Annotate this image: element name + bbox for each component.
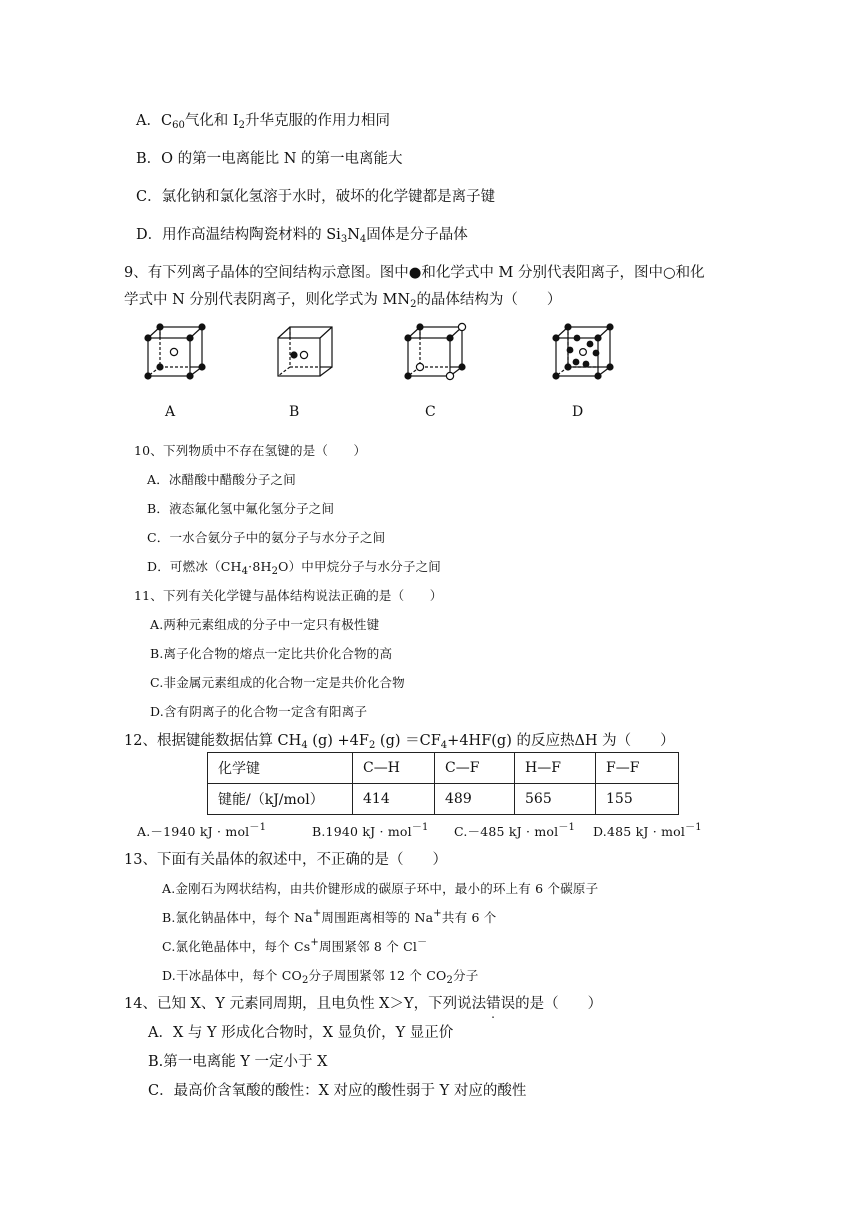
table-cell: 键能/（kJ/mol） bbox=[208, 784, 353, 815]
q10-option-b: B．液态氟化氢中氟化氢分子之间 bbox=[147, 501, 335, 516]
table-cell: 565 bbox=[515, 784, 596, 815]
q10-option-c: C．一水合氨分子中的氨分子与水分子之间 bbox=[147, 530, 386, 545]
table-cell: 化学键 bbox=[208, 753, 353, 784]
q13-option-a: A.金刚石为网状结构，由共价键形成的碳原子环中，最小的环上有 6 个碳原子 bbox=[162, 881, 599, 896]
crystal-structure-a bbox=[140, 318, 212, 382]
crystal-structure-b bbox=[270, 318, 342, 382]
emphasis-text: 错误 bbox=[486, 996, 516, 1012]
bond-energy-table bbox=[207, 752, 679, 815]
q13-option-d: D.干冰晶体中，每个 $CO_2$分子周围紧邻 12 个 $CO_2$分子 bbox=[162, 968, 479, 986]
table-cell: C—H bbox=[353, 753, 435, 784]
q11-option-b: B.离子化合物的熔点一定比共价化合物的高 bbox=[150, 646, 393, 661]
q13-stem: 13、下面有关晶体的叙述中，不正确的是（ ） bbox=[124, 852, 447, 868]
q9-stem-line1: 9、有下列离子晶体的空间结构示意图。图中●和化学式中 M 分别代表阳离子，图中○和化 bbox=[124, 265, 705, 281]
table-cell: H—F bbox=[515, 753, 596, 784]
q14-option-a: A．X 与 Y 形成化合物时，X 显负价，Y 显正价 bbox=[148, 1025, 454, 1041]
q11-stem: 11、下列有关化学键与晶体结构说法正确的是（ ） bbox=[134, 588, 443, 603]
q12-option-c: C.－485 kJ · mol$^{-1}$ bbox=[454, 822, 576, 839]
q9-stem-line2: 学式中 N 分别代表阴离子，则化学式为 $MN_2$的晶体结构为（ ） bbox=[124, 292, 562, 310]
q12-option-b: B.1940 kJ · mol$^{-1}$ bbox=[312, 822, 429, 839]
q12-option-d: D.485 kJ · mol$^{-1}$ bbox=[593, 822, 702, 839]
q12-stem: 12、根据键能数据估算 $CH_4$ $(g) +4F_2$ $(g) =CF_4+4HF(g)$ 的反应热ΔH 为（ ） bbox=[124, 733, 675, 751]
q8-option-d: D．用作高温结构陶瓷材料的 $Si_3N_4$固体是分子晶体 bbox=[136, 227, 468, 245]
q13-option-b: B.氯化钠晶体中，每个 Na+周围距离相等的 Na+共有 6 个 bbox=[162, 908, 497, 925]
table-cell: 155 bbox=[596, 784, 679, 815]
cube-label-b: B bbox=[289, 404, 300, 420]
cube-label-a: A bbox=[165, 404, 176, 420]
q11-option-c: C.非金属元素组成的化合物一定是共价化合物 bbox=[150, 675, 405, 690]
table-row bbox=[208, 784, 679, 815]
q8-option-a: A．$C_{60}$气化和 $I_2$升华克服的作用力相同 bbox=[136, 113, 391, 131]
table-cell: 489 bbox=[435, 784, 515, 815]
q10-stem: 10、下列物质中不存在氢键的是（ ） bbox=[134, 443, 367, 458]
table-cell: C—F bbox=[435, 753, 515, 784]
table-header-row bbox=[208, 753, 679, 784]
q8-option-c: C．氯化钠和氯化氢溶于水时，破坏的化学键都是离子键 bbox=[136, 189, 496, 205]
table-cell: F—F bbox=[596, 753, 679, 784]
q14-option-b: B.第一电离能 Y 一定小于 X bbox=[148, 1054, 328, 1070]
q11-option-d: D.含有阴离子的化合物一定含有阳离子 bbox=[150, 704, 368, 719]
crystal-structure-c bbox=[400, 318, 472, 382]
table-cell: 414 bbox=[353, 784, 435, 815]
cube-label-d: D bbox=[572, 404, 584, 420]
q11-option-a: A.两种元素组成的分子中一定只有极性键 bbox=[150, 617, 380, 632]
q8-option-b: B．O 的第一电离能比 N 的第一电离能大 bbox=[136, 151, 403, 167]
cube-label-c: C bbox=[425, 404, 436, 420]
q10-option-a: A．冰醋酸中醋酸分子之间 bbox=[147, 472, 296, 487]
q14-stem: 14、已知 X、Y 元素同周期，且电负性 X＞Y，下列说法错误的是（ ） bbox=[124, 996, 603, 1012]
q13-option-c: C.氯化铯晶体中，每个 Cs+周围紧邻 8 个 Cl－ bbox=[162, 937, 428, 954]
q14-option-c: C．最高价含氧酸的酸性：X 对应的酸性弱于 Y 对应的酸性 bbox=[148, 1083, 527, 1099]
crystal-structure-d bbox=[548, 318, 620, 382]
q12-option-a: A.－1940 kJ · mol$^{-1}$ bbox=[137, 822, 267, 839]
q10-option-d: D．可燃冰$(CH_4\cdot 8H_2O)$中甲烷分子与水分子之间 bbox=[147, 559, 442, 577]
